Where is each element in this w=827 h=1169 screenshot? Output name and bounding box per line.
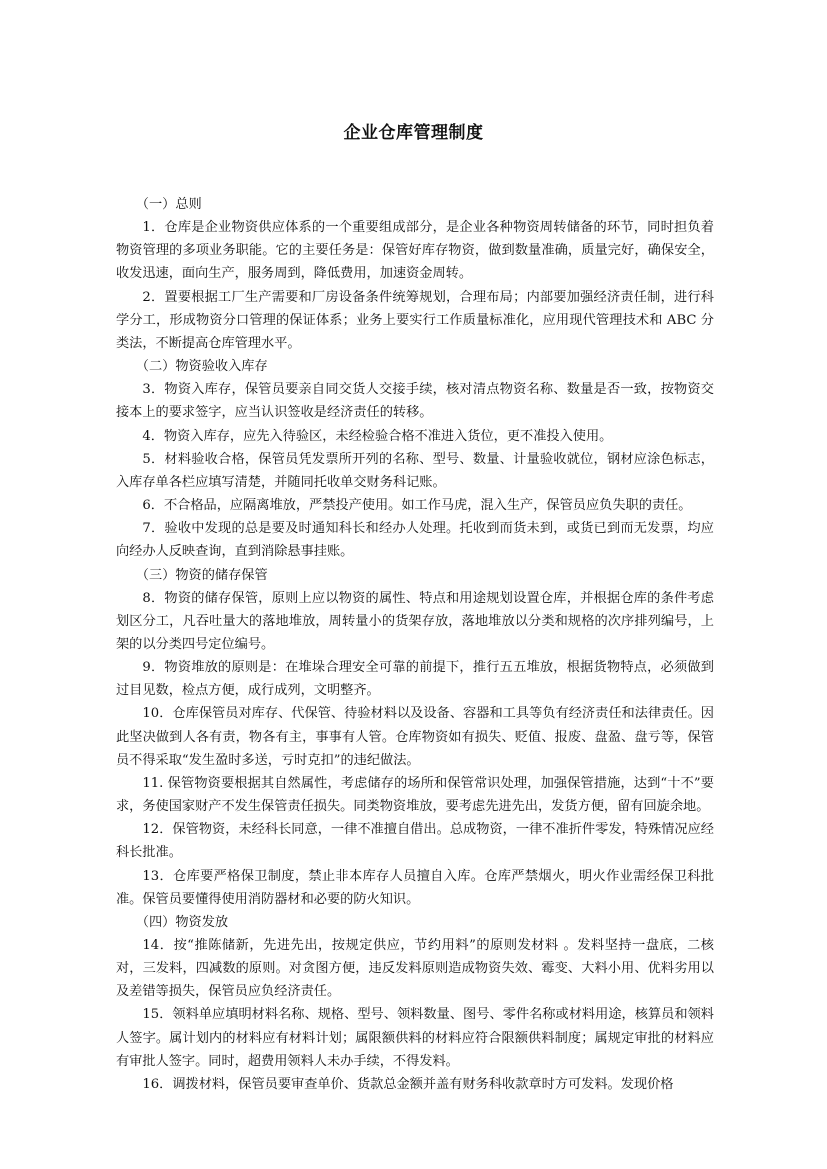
body-paragraph: 10．仓库保管员对库存、代保管、待验材料以及设备、容器和工具等负有经济责任和法律责任。因此坚决做到人各有责，物各有主，事事有人管。仓库物资如有损失、贬值、报废、盘盈、盘亏等，保管员不得采取“发生盈时多送，亏时克扣”的违纪做法。 <box>116 706 714 768</box>
body-paragraph: 2．置要根据工厂生产需要和厂房设备条件统筹规划，合理布局；内部要加强经济责任制，进行科学分工，形成物资分口管理的保证体系；业务上要实行工作质量标准化，应用现代管理技术和 ABC 分类法，不断提高仓库管理水平。 <box>116 289 714 351</box>
section-heading: （三）物资的储存保管 <box>135 567 268 583</box>
body-paragraph: 12．保管物资，未经科长同意，一律不准擅自借出。总成物资，一律不准折件零发，特殊情况应经科长批准。 <box>116 822 714 861</box>
body-paragraph: 4．物资入库存，应先入待验区，未经检验合格不准进入货位，更不准投入使用。 <box>142 428 613 444</box>
body-paragraph: 9．物资堆放的原则是：在堆垛合理安全可靠的前提下，推行五五堆放，根据货物特点，必须做到过目见数，检点方便，成行成列，文明整齐。 <box>116 660 714 699</box>
body-paragraph: 1．仓库是企业物资供应体系的一个重要组成部分，是企业各种物资周转储备的环节，同时担负着物资管理的多项业务职能。它的主要任务是：保管好库存物资，做到数量准确，质量完好，确保安全，收发迅速，面向生产，服务周到，降低费用，加速资金周转。 <box>116 220 714 282</box>
body-paragraph: 13．仓库要严格保卫制度，禁止非本库存人员擅自入库。仓库严禁烟火，明火作业需经保卫科批准。保管员要懂得使用消防器材和必要的防火知识。 <box>116 868 714 907</box>
body-paragraph: 6．不合格品，应隔离堆放，严禁投产使用。如工作马虎，混入生产，保管员应负失职的责任。 <box>142 498 692 514</box>
section-heading: （一）总则 <box>135 197 202 212</box>
body-paragraph: 3．物资入库存，保管员要亲自同交货人交接手续，核对清点物资名称、数量是否一致，按物资交接本上的要求签字，应当认识签收是经济责任的转移。 <box>116 382 714 421</box>
document-title: 企业仓库管理制度 <box>343 123 484 143</box>
body-paragraph: 15．领料单应填明材料名称、规格、型号、领料数量、图号、零件名称或材料用途，核算员和领料人签字。属计划内的材料应有材料计划；属限额供料的材料应符合限额供料制度；属规定审批的材料应有审批人签字。同时，超费用领料人未办手续，不得发料。 <box>116 1007 714 1069</box>
body-paragraph: 16．调拨材料，保管员要审查单价、货款总金额并盖有财务科收款章时方可发料。发现价格 <box>142 1076 674 1092</box>
body-paragraph: 7．验收中发现的总是要及时通知科长和经办人处理。托收到而货未到，或货已到而无发票，均应向经办人反映查询，直到消除悬事挂账。 <box>116 521 714 560</box>
body-paragraph: 5．材料验收合格，保管员凭发票所开列的名称、型号、数量、计量验收就位，钢材应涂色标志，入库存单各栏应填写清楚，并随同托收单交财务科记账。 <box>116 451 714 490</box>
body-paragraph: 8．物资的储存保管，原则上应以物资的属性、特点和用途规划设置仓库，并根据仓库的条件考虑划区分工，凡吞吐量大的落地堆放，周转量小的货架存放，落地堆放以分类和规格的次序排列编号，上架的以分类四号定位编号。 <box>116 590 714 652</box>
body-paragraph: 14．按“推陈储新，先进先出，按规定供应，节约用料”的原则发材料 。发料坚持一盘底，二核对，三发料，四减数的原则。对贪图方便，违反发料原则造成物资失效、霉变、大料小用、优料劣用以及差错等损失，保管员应负经济责任。 <box>116 938 714 1000</box>
document-body <box>116 193 714 1096</box>
section-heading: （二）物资验收入库存 <box>135 359 268 375</box>
body-paragraph: 11. 保管物资要根据其自然属性，考虑储存的场所和保管常识处理，加强保管措施，达到“十不”要求，务使国家财产不发生保管责任损失。同类物资堆放，要考虑先进先出，发货方便，留有回旋余地。 <box>116 775 714 815</box>
section-heading: （四）物资发放 <box>135 914 229 930</box>
